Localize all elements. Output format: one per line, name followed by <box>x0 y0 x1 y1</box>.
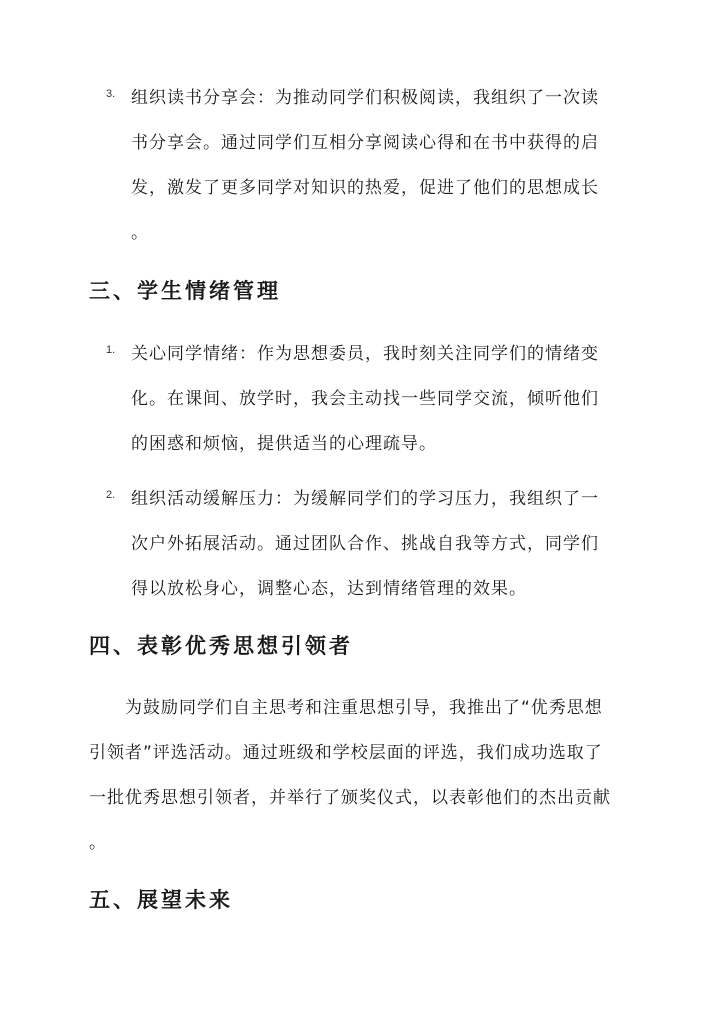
text-line: 次户外拓展活动。通过团队合作、挑战自我等方式，同学们 <box>131 534 599 554</box>
list-item-text <box>131 76 636 256</box>
list-marker: 3. <box>106 88 116 100</box>
list-marker: 1. <box>106 344 116 356</box>
text-line: 的困惑和烦恼，提供适当的心理疏导。 <box>131 434 437 454</box>
text-line: 发，激发了更多同学对知识的热爱，促进了他们的思想成长 <box>131 178 599 198</box>
text-line: 得以放松身心，调整心态，达到情绪管理的效果。 <box>131 579 527 599</box>
section-heading-5: 五、展望未来 <box>89 888 233 912</box>
list-item-text <box>131 477 636 612</box>
text-line: 为鼓励同学们自主思考和注重思想引导，我推出了“优秀思想 <box>89 698 603 718</box>
text-line: 化。在课间、放学时，我会主动找一些同学交流，倾听他们 <box>131 389 599 409</box>
text-line: 引领者”评选活动。通过班级和学校层面的评选，我们成功选取了 <box>89 743 603 763</box>
text-line: 关心同学情绪：作为思想委员，我时刻关注同学们的情绪变 <box>131 344 599 364</box>
section-4-paragraph <box>89 686 634 866</box>
text-line: 组织读书分享会：为推动同学们积极阅读，我组织了一次读 <box>131 88 599 108</box>
text-line: 。 <box>89 833 107 853</box>
section-heading-3: 三、学生情绪管理 <box>89 279 281 303</box>
text-line: 组织活动缓解压力：为缓解同学们的学习压力，我组织了一 <box>131 489 599 509</box>
text-line: 。 <box>131 223 149 243</box>
text-line: 一批优秀思想引领者，并举行了颁奖仪式，以表彰他们的杰出贡献 <box>89 788 611 808</box>
text-line: 书分享会。通过同学们互相分享阅读心得和在书中获得的启 <box>131 133 599 153</box>
list-marker: 2. <box>106 489 116 501</box>
section-heading-4: 四、表彰优秀思想引领者 <box>89 634 353 658</box>
list-item-text <box>131 332 636 467</box>
